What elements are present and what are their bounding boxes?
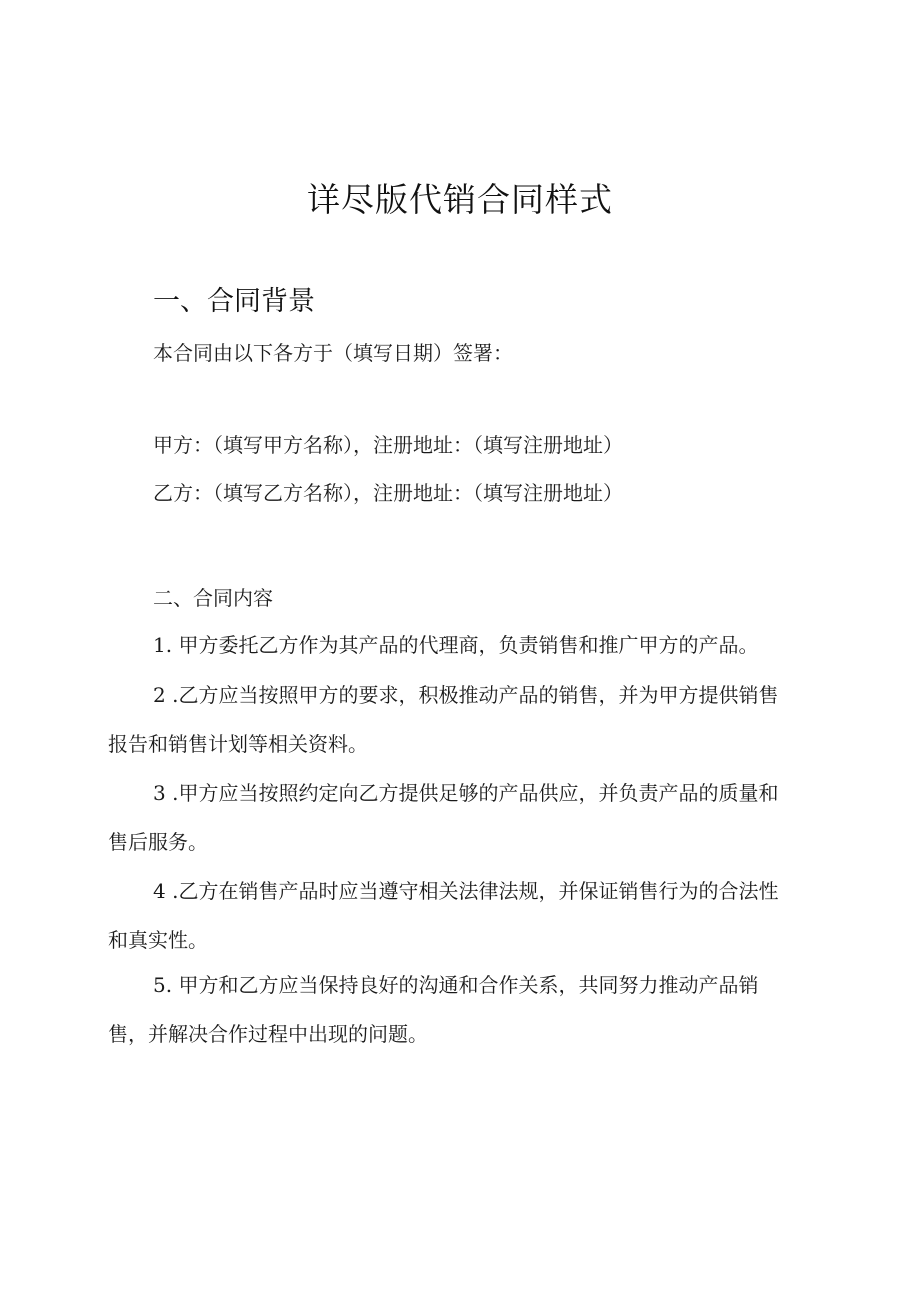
clause-5-line2: 售，并解决合作过程中出现的问题。 <box>108 1022 428 1046</box>
party-a-line: 甲方：（填写甲方名称），注册地址：（填写注册地址） <box>153 433 623 457</box>
section2-heading: 二、合同内容 <box>153 586 273 610</box>
clause-2-line1: 2 .乙方应当按照甲方的要求，积极推动产品的销售，并为甲方提供销售 <box>153 683 779 707</box>
section1-heading: 一、合同背景 <box>153 286 315 317</box>
clause-3-line2: 售后服务。 <box>108 830 208 854</box>
clause-3-line1: 3 .甲方应当按照约定向乙方提供足够的产品供应，并负责产品的质量和 <box>153 781 779 805</box>
clause-5-line1: 5. 甲方和乙方应当保持良好的沟通和合作关系，共同努力推动产品销 <box>153 973 759 997</box>
party-b-line: 乙方：（填写乙方名称），注册地址：（填写注册地址） <box>153 481 623 505</box>
clause-1: 1. 甲方委托乙方作为其产品的代理商，负责销售和推广甲方的产品。 <box>153 633 759 657</box>
clause-4-line2: 和真实性。 <box>108 928 208 952</box>
document-title: 详尽版代销合同样式 <box>307 180 613 219</box>
clause-2-line2: 报告和销售计划等相关资料。 <box>108 732 368 756</box>
clause-4-line1: 4 .乙方在销售产品时应当遵守相关法律法规，并保证销售行为的合法性 <box>153 879 779 903</box>
section1-intro: 本合同由以下各方于（填写日期）签署： <box>153 341 513 365</box>
